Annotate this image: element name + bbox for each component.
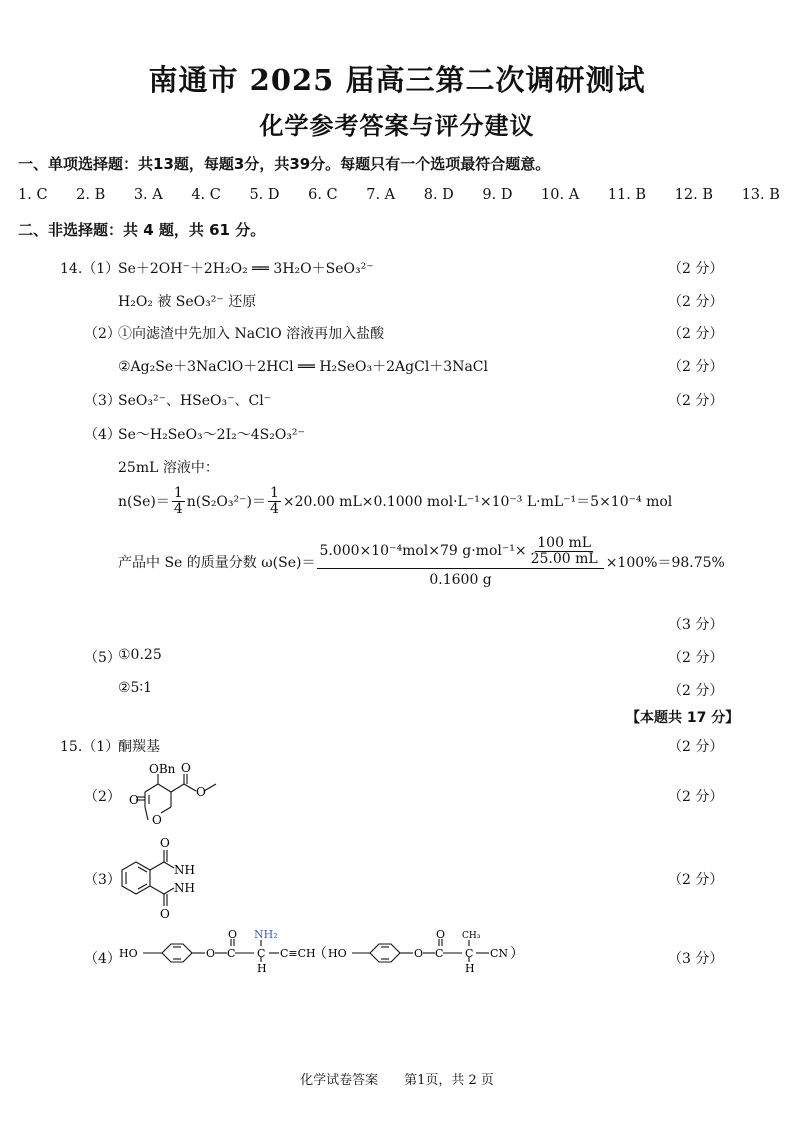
- q14-2-label: （2）: [84, 326, 121, 342]
- nh-label: NH: [174, 863, 195, 877]
- answer-item: 8. D: [423, 187, 454, 203]
- score: （2 分）: [668, 261, 724, 277]
- hydrogen-atom: H: [465, 962, 475, 975]
- frac-den: 25.00 mL: [530, 550, 598, 567]
- answer-item: 2. B: [76, 187, 106, 203]
- frac-num: 100 mL: [537, 535, 592, 551]
- w-numerator: [317, 536, 603, 569]
- frac-num: 1: [270, 485, 279, 501]
- q14-5a: ①0.25: [118, 647, 162, 663]
- carbon-atom: C: [435, 947, 444, 960]
- score: （2 分）: [668, 789, 724, 805]
- carbon-atom: C: [465, 947, 474, 960]
- answer-item: 11. B: [607, 187, 647, 203]
- score: （2 分）: [668, 650, 724, 666]
- q14-label: 14.（1）: [60, 261, 120, 277]
- score: （2 分）: [668, 294, 724, 310]
- answer-item: 13. B: [741, 187, 780, 203]
- carbon-atom: C: [227, 947, 236, 960]
- w-big-fraction: [317, 536, 603, 588]
- paren-close: ）: [510, 946, 524, 962]
- q14-4-volume-note: 25mL 溶液中：: [118, 460, 219, 476]
- nitrile-group: CN: [490, 947, 509, 960]
- page-title: 南通市 2025 届高三第二次调研测试: [148, 63, 646, 97]
- score: （2 分）: [668, 739, 724, 755]
- q14-5b: ②5∶1: [118, 680, 153, 696]
- oxygen-atom: O: [436, 928, 446, 941]
- oxygen-atom: O: [152, 813, 162, 827]
- oxygen-atom: O: [160, 836, 170, 850]
- score: （3 分）: [668, 617, 724, 633]
- nh-label: NH: [174, 881, 195, 895]
- answer-item: 6. C: [308, 187, 338, 203]
- q14-3-label: （3）: [84, 393, 121, 409]
- q14-3-text: SeO₃²⁻、HSeO₃⁻、Cl⁻: [118, 393, 272, 409]
- w-denominator: 0.1600 g: [429, 572, 492, 589]
- q14-2b-equation: ②Ag₂Se＋3NaClO＋2HCl ══ H₂SeO₃＋2AgCl＋3NaCl: [118, 359, 488, 375]
- hydrogen-atom: H: [257, 962, 267, 975]
- q14-2a-text: ①向滤渣中先加入 NaClO 溶液再加入盐酸: [118, 326, 385, 342]
- q14-1a-equation: Se＋2OH⁻＋2H₂O₂ ══ 3H₂O＋SeO₃²⁻: [118, 261, 374, 277]
- q15-4-label: （4）: [84, 951, 121, 967]
- frac-num: 1: [173, 485, 183, 501]
- q15-2-structure: [112, 760, 232, 832]
- oxygen-atom: O: [181, 761, 191, 775]
- q14-4-w-calculation: [118, 536, 725, 588]
- obn-label: OBn: [149, 762, 176, 776]
- paren-open: （: [313, 946, 327, 962]
- q14-4-relation: Se～H₂SeO₃～2I₂～4S₂O₃²⁻: [118, 427, 305, 443]
- score: （2 分）: [668, 393, 724, 409]
- section2-heading: 二、非选择题：共 4 题，共 61 分。: [18, 221, 266, 239]
- q15-label: 15.（1）: [60, 739, 120, 755]
- w-inner-fraction: [529, 536, 600, 566]
- ho-label: HO: [328, 947, 347, 960]
- q14-4-label: （4）: [84, 427, 121, 443]
- w-prefix: 产品中 Se 的质量分数 ω(Se)＝: [118, 555, 316, 572]
- q15-3-structure: [112, 832, 212, 924]
- n-middle: n(S₂O₃²⁻)＝: [186, 494, 266, 511]
- q15-2-label: （2）: [84, 789, 121, 805]
- w-tail: ×100%＝98.75%: [605, 555, 725, 572]
- q15-3-label: （3）: [84, 872, 121, 888]
- answer-item: 3. A: [133, 187, 163, 203]
- frac-den: 4: [270, 500, 279, 517]
- n-tail: ×20.00 mL×0.1000 mol·L⁻¹×10⁻³ L·mL⁻¹＝5×10⁻⁴ mol: [282, 494, 673, 511]
- answer-item: 12. B: [674, 187, 713, 203]
- fraction-quarter: [268, 486, 281, 516]
- score: （2 分）: [668, 359, 724, 375]
- q15-4-structures: [116, 926, 526, 976]
- page-footer: 化学试卷答案 第1页，共 2 页: [300, 1073, 494, 1088]
- section1-heading: 一、单项选择题：共13题，每题3分，共39分。每题只有一个选项最符合题意。: [18, 155, 551, 173]
- oxygen-atom: O: [414, 947, 424, 960]
- amino-group: NH₂: [254, 928, 278, 941]
- n-prefix: n(Se)＝: [118, 494, 170, 511]
- page-subtitle: 化学参考答案与评分建议: [259, 111, 535, 140]
- w-num-main: 5.000×10⁻⁴mol×79 g·mol⁻¹×: [319, 542, 527, 559]
- ho-label: HO: [119, 947, 138, 960]
- answer-item: 4. C: [191, 187, 221, 203]
- oxygen-atom: O: [228, 928, 238, 941]
- oxygen-atom: O: [129, 793, 139, 807]
- answer-item: 7. A: [366, 187, 396, 203]
- answer-item: 5. D: [249, 187, 280, 203]
- alkyne-group: C≡CH: [280, 947, 316, 960]
- q14-4-n-calculation: [118, 486, 672, 516]
- methyl-group: CH₃: [462, 931, 481, 941]
- carbon-atom: C: [257, 947, 266, 960]
- answer-item: 9. D: [482, 187, 513, 203]
- answer-list: [18, 187, 780, 203]
- q14-5-label: （5）: [84, 650, 121, 666]
- answer-item: 10. A: [541, 187, 580, 203]
- frac-den: 4: [173, 500, 183, 517]
- answer-item: 1. C: [18, 187, 48, 203]
- oxygen-atom: O: [160, 907, 170, 921]
- oxygen-atom: O: [196, 785, 206, 799]
- score: （2 分）: [668, 872, 724, 888]
- oxygen-atom: O: [206, 947, 216, 960]
- score: （2 分）: [668, 683, 724, 699]
- q15-1-text: 酮羰基: [118, 739, 160, 755]
- score: （3 分）: [668, 951, 724, 967]
- fraction-quarter: [172, 486, 185, 516]
- q14-total: 【本题共 17 分】: [626, 710, 740, 726]
- q14-1b-text: H₂O₂ 被 SeO₃²⁻ 还原: [118, 294, 257, 310]
- score: （2 分）: [668, 326, 724, 342]
